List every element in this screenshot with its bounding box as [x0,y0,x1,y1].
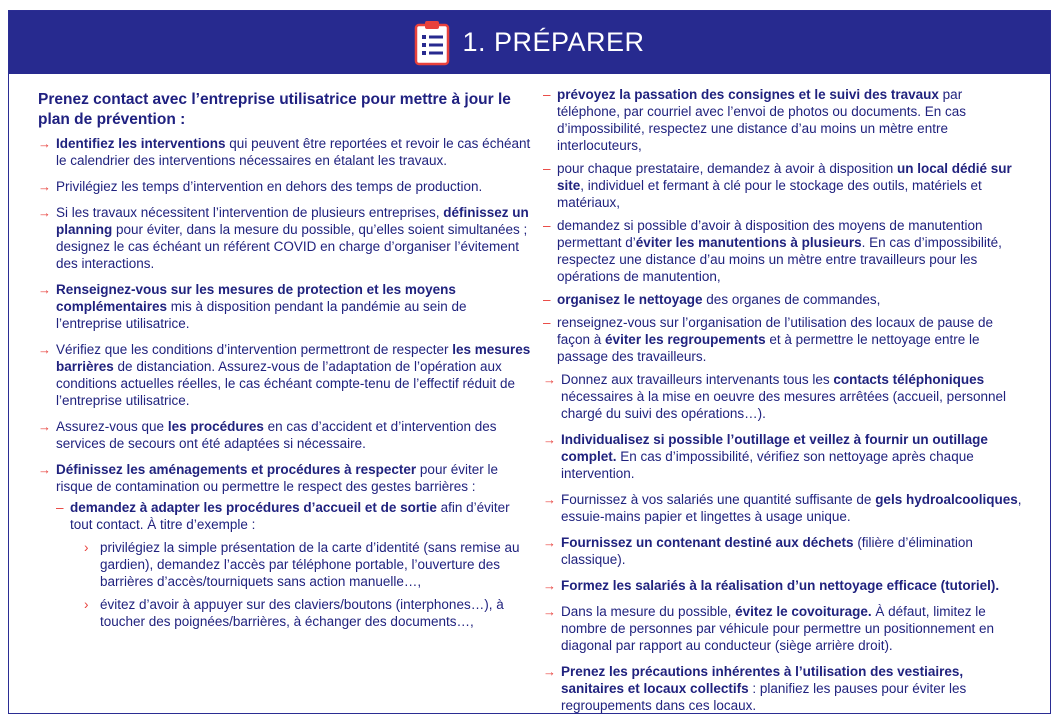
text-run: pour éviter, dans la mesure du possible, qu’elles soient simultanées ; designez le cas échéant un référent COVID en charge d’organiser l’évitement des interactions. [56,222,528,271]
arrow-right-icon: → [543,578,556,593]
text-run: Privilégiez les temps d’intervention en dehors des temps de production. [56,179,483,194]
dash-item [543,217,1027,285]
arrow-right-icon: → [543,432,556,447]
dash-list [56,499,534,630]
dash-icon: – [543,87,551,102]
arrow-right-icon: → [543,372,556,387]
right-bullet-list [543,371,1027,714]
text-run: (filière d’élimination classique). [561,535,973,567]
bullet-item [543,431,1027,482]
arrow-right-icon: → [543,604,556,619]
left-bullet-list [38,135,534,630]
text-run: prévoyez la passation des consignes et le suivi des travaux [557,87,939,102]
text-run: Vérifiez que les conditions d’intervention permettront de respecter [56,342,453,357]
text-run: Identifiez les interventions [56,136,226,151]
text-run: , individuel et fermant à clé pour le stockage des outils, matériels et matériaux, [557,178,982,210]
bullet-item [543,603,1027,654]
text-run: de distanciation. Assurez-vous de l’adaptation de l’opération aux conditions actuelles réelles, le cas échéant compte-tenu de l’effectif réduit de l’entreprise utilisatrice. [56,359,516,408]
bullet-item [543,577,1027,594]
chevron-item [84,539,534,590]
text-run: : planifiez les pauses pour éviter les regroupements dans ces locaux. [561,681,967,713]
arrow-right-icon: → [38,419,51,434]
dash-icon: – [56,500,64,515]
bullet-item [38,461,534,630]
text-run: À défaut, limitez le nombre de personnes par véhicule pour permettre un positionnement en diagonal par rapport au conducteur (siège arrière droit). [561,604,995,653]
text-run: En cas d’impossibilité, vérifiez son nettoyage après chaque intervention. [561,449,974,481]
bullet-item [38,204,534,272]
text-run: Assurez-vous que [56,419,168,434]
bullet-item [543,663,1027,714]
text-run: Individualisez si possible l’outillage et veillez à fournir un outillage complet. [561,432,988,464]
arrow-right-icon: → [38,282,51,297]
text-run: Fournissez un contenant destiné aux déchets [561,535,854,550]
chevron-list [84,539,534,630]
bullet-item [38,135,534,169]
text-run: un local dédié sur site [557,161,1012,193]
text-run: demandez à adapter les procédures d’accueil et de sortie [70,500,437,515]
text-run: définissez un planning [56,205,529,237]
chevron-right-icon: › [84,540,89,555]
dash-icon: – [543,315,551,330]
dash-icon: – [543,161,551,176]
dash-item [543,314,1027,365]
bullet-item [543,534,1027,568]
text-run: privilégiez la simple présentation de la carte d’identité (sans remise au gardien), demandez l’accès par téléphone portable, l’ouverture des barrières d’accès/tourniquets sans action manuelle…, [100,540,520,589]
bullet-item [38,281,534,332]
text-run: contacts téléphoniques [833,372,985,387]
dash-item [543,160,1027,211]
text-run: nécessaires à la mise en oeuvre des mesures arrêtées (accueil, personnel chargé du suivi des opérations…). [561,389,1006,421]
text-run: éviter les regroupements [605,332,766,347]
dash-icon: – [543,218,551,233]
arrow-right-icon: → [38,136,51,151]
text-run: Dans la mesure du possible, [561,604,736,619]
intro-heading: Prenez contact avec l’entreprise utilisatrice pour mettre à jour le plan de prévention : [38,91,511,128]
text-run: gels hydroalcooliques [875,492,1018,507]
text-run: organisez le nettoyage [557,292,703,307]
dash-item [543,86,1027,154]
clipboard-checklist-icon [414,20,450,66]
text-run: pour éviter le risque de contamination ou permettre le respect des gestes barrières : [56,462,498,494]
arrow-right-icon: → [543,492,556,507]
text-run: mis à disposition pendant la pandémie au sein de l’entreprise utilisatrice. [56,299,467,331]
bullet-item [543,491,1027,525]
text-run: Donnez aux travailleurs intervenants tous les [561,372,834,387]
text-run: Fournissez à vos salariés une quantité suffisante de [561,492,876,507]
chevron-right-icon: › [84,597,89,612]
text-run: des organes de commandes, [702,292,881,307]
text-run: , essuie-mains papier et lingettes à usage unique. [561,492,1022,524]
left-column [38,90,534,639]
dash-icon: – [543,292,551,307]
text-run: les procédures [167,419,264,434]
text-run: pour chaque prestataire, demandez à avoir à disposition [557,161,897,176]
section-banner [9,11,1050,74]
dash-item [543,291,1027,308]
text-run: Formez les salariés à la réalisation d’un nettoyage efficace (tutoriel). [561,578,1000,593]
text-run: en cas d’accident et d’intervention des services de secours ont été adaptées si nécessaire. [56,419,497,451]
text-run: les mesures barrières [56,342,531,374]
chevron-item [84,596,534,630]
bullet-item [38,341,534,409]
arrow-right-icon: → [38,342,51,357]
text-run: évitez d’avoir à appuyer sur des claviers/boutons (interphones…), à toucher des poignées/barrières, à échanger des documents…, [100,597,504,629]
text-run: Si les travaux nécessitent l’intervention de plusieurs entreprises, [56,205,444,220]
text-run: demandez si possible d’avoir à disposition des moyens de manutention permettant d’ [557,218,983,250]
text-run: renseignez-vous sur l’organisation de l’utilisation des locaux de pause de façon à [557,315,994,347]
right-dash-list [543,86,1027,365]
bullet-item [38,178,534,195]
arrow-right-icon: → [543,535,556,550]
bullet-item [38,418,534,452]
arrow-right-icon: → [38,205,51,220]
dash-item [56,499,534,630]
text-run: Renseignez-vous sur les mesures de protection et les moyens complémentaires [56,282,456,314]
text-run: évitez le covoiturage. [735,604,872,619]
arrow-right-icon: → [38,462,51,477]
section-title: 1. PRÉPARER [462,27,645,57]
text-run: . En cas d’impossibilité, respectez une distance d’au moins un mètre entre travailleurs pour les opérations de manutention, [557,235,1002,284]
arrow-right-icon: → [543,664,556,679]
text-run: Définissez les aménagements et procédures à respecter [56,462,417,477]
text-run: Prenez les précautions inhérentes à l’utilisation des vestiaires, sanitaires et locaux collectifs [561,664,964,696]
arrow-right-icon: → [38,179,51,194]
text-run: éviter les manutentions à plusieurs [635,235,862,250]
text-run: et à permettre le nettoyage entre le passage des travailleurs. [557,332,980,364]
right-column [543,86,1027,723]
bullet-item [543,371,1027,422]
text-run: qui peuvent être reportées et revoir le cas échéant le calendrier des interventions nécessaires en étalant les travaux. [56,136,531,168]
text-run: afin d’éviter tout contact. À titre d’exemple : [70,500,510,532]
text-run: par téléphone, par courriel avec l’envoi de photos ou documents. En cas d’impossibilité, respectez une distance d’au moins un mètre entre interlocuteurs, [557,87,967,153]
